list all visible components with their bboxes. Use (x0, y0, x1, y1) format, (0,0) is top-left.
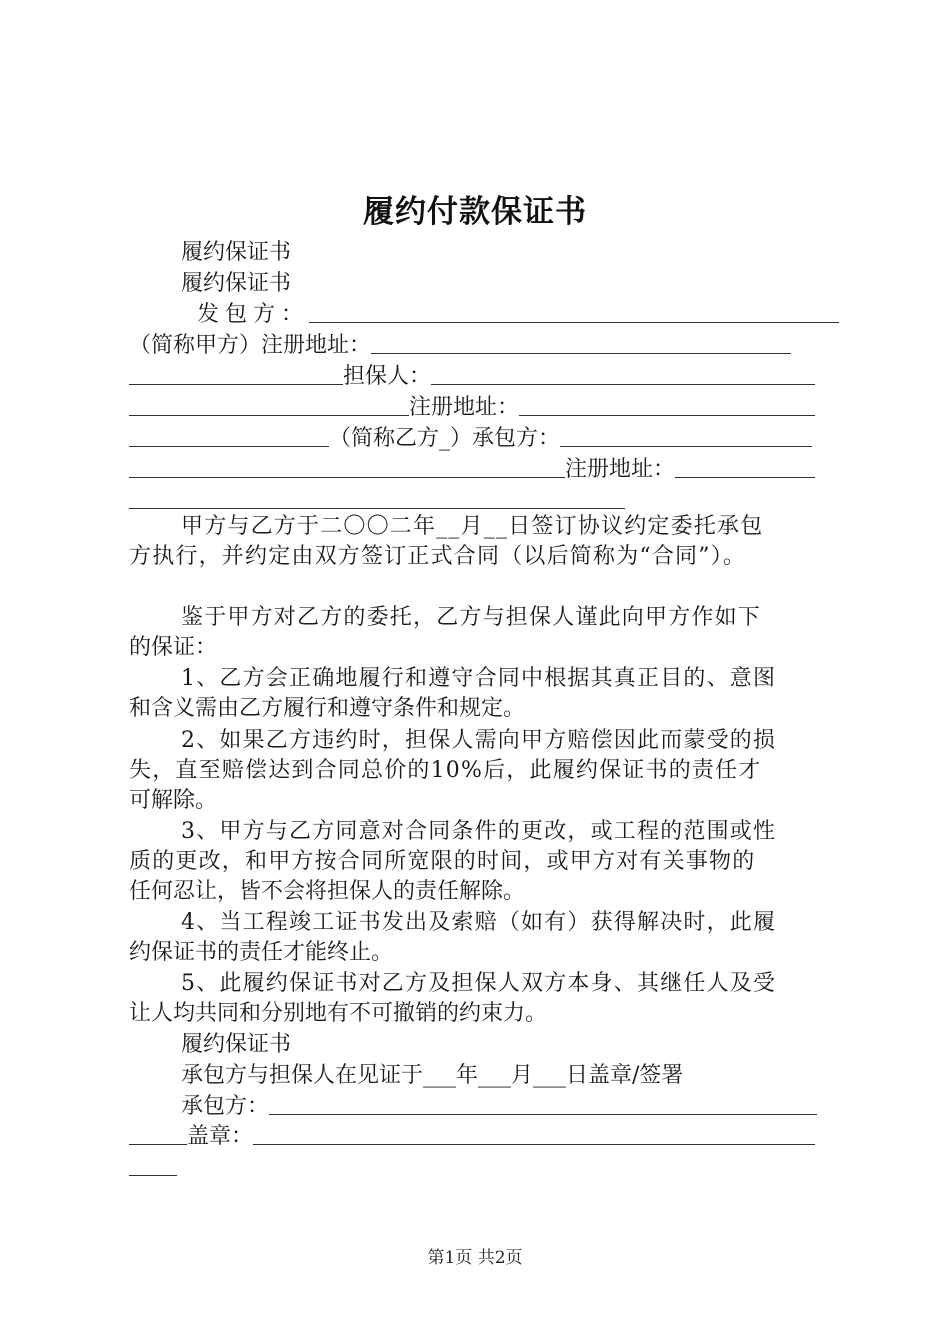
employer-address-field (129, 331, 837, 361)
clause-3-line-1: 3、甲方与乙方同意对合同条件的更改，或工程的范围或性 (181, 819, 777, 844)
contractor-sign-label: 承包方： (181, 1094, 270, 1119)
seal-continuation-blank[interactable] (129, 1153, 177, 1176)
contractor-field (129, 424, 837, 454)
seal-leading-blank[interactable] (129, 1122, 187, 1145)
contractor-address-field (129, 455, 837, 485)
intro-line-2: 方执行，并约定由双方签订正式合同（以后简称为“合同”）。 (129, 544, 747, 569)
clause-1-line-1: 1、乙方会正确地履行和遵守合同中根据其真正目的、意图 (181, 666, 777, 691)
guarantor-blank[interactable] (431, 362, 815, 385)
witness-line: 承包方与担保人在见证于___年___月___日盖章/签署 (181, 1063, 684, 1088)
continuation-blank[interactable] (129, 486, 625, 509)
contractor-blank[interactable] (560, 424, 812, 447)
clause-2-line-2: 失，直至赔偿达到合同总价的10%后，此履约保证书的责任才 (129, 758, 762, 783)
guarantor-address-label: 注册地址： (409, 395, 520, 420)
clause-5-line-1: 5、此履约保证书对乙方及担保人双方本身、其继任人及受 (181, 971, 777, 996)
clause-1-line-2: 和含义需由乙方履行和遵守条件和规定。 (129, 696, 526, 721)
intro-line-1: 甲方与乙方于二〇〇二年__月__日签订协议约定委托承包 (181, 514, 764, 539)
contractor-address-label: 注册地址： (565, 457, 676, 482)
employer-field (197, 300, 837, 330)
employer-address-label: （简称甲方）注册地址： (129, 333, 372, 358)
header-line-1: 履约保证书 (181, 240, 292, 265)
clause-4-line-1: 4、当工程竣工证书发出及索赔（如有）获得解决时，此履 (181, 910, 777, 935)
employer-blank[interactable] (309, 300, 839, 323)
seal-continuation (129, 1153, 837, 1183)
preamble-line-2: 的保证： (129, 635, 218, 660)
clause-2-line-1: 2、如果乙方违约时，担保人需向甲方赔偿因此而蒙受的损 (181, 728, 777, 753)
guarantor-address-leading-blank[interactable] (129, 393, 409, 416)
contractor-address-blank[interactable] (675, 455, 815, 478)
guarantor-address-blank[interactable] (519, 393, 815, 416)
seal-blank[interactable] (253, 1122, 815, 1145)
guarantor-address-field (129, 393, 837, 423)
contractor-sign-blank[interactable] (269, 1092, 817, 1115)
clause-3-line-2: 质的更改，和甲方按合同所宽限的时间，或甲方对有关事物的 (129, 849, 756, 874)
preamble-line-1: 鉴于甲方对乙方的委托，乙方与担保人谨此向甲方作如下 (181, 605, 762, 630)
employer-address-blank[interactable] (371, 331, 791, 354)
clause-5-line-2: 让人均共同和分别地有不可撤销的约束力。 (129, 1001, 548, 1026)
clause-2-line-3: 可解除。 (129, 788, 218, 813)
employer-label: 发包方： (197, 302, 310, 327)
guarantor-label: 担保人： (343, 364, 432, 389)
contractor-label: （简称乙方_）承包方： (329, 426, 561, 451)
guarantor-leading-blank[interactable] (129, 362, 343, 385)
seal-label: 盖章： (187, 1124, 254, 1149)
closing-heading: 履约保证书 (181, 1032, 292, 1057)
clause-3-line-3: 任何忍让，皆不会将担保人的责任解除。 (129, 879, 526, 904)
guarantor-field (129, 362, 837, 392)
seal-field (129, 1122, 837, 1152)
contractor-sign-field (181, 1092, 837, 1122)
contractor-address-leading-blank[interactable] (129, 455, 565, 478)
contractor-leading-blank[interactable] (129, 424, 329, 447)
clause-4-line-2: 约保证书的责任才能终止。 (129, 940, 394, 965)
header-line-2: 履约保证书 (181, 271, 292, 296)
page-footer: 第1页 共2页 (427, 1248, 523, 1268)
document-title: 履约付款保证书 (363, 194, 587, 230)
